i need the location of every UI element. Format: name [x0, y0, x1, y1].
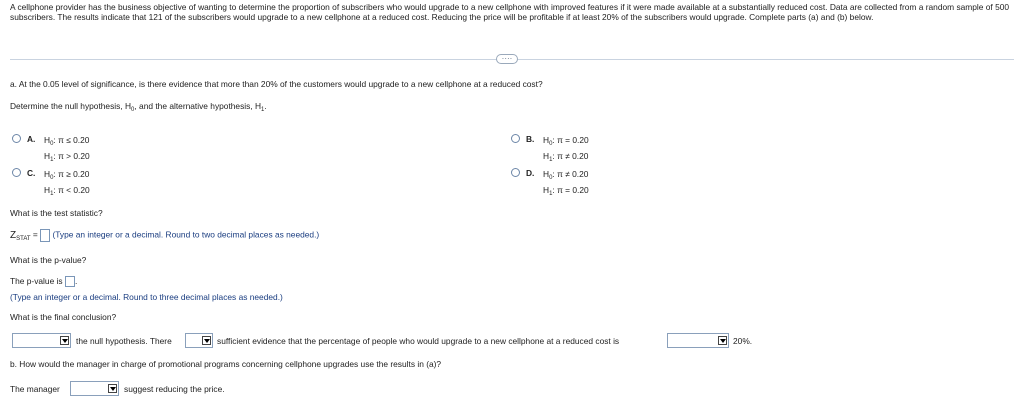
option-a[interactable]	[12, 133, 312, 163]
part-a-question: a. At the 0.05 level of significance, is there evidence that more than 20% of the customers would upgrade to a new cellphone at a reduced cost?	[10, 79, 543, 89]
conclusion-text-3: 20%.	[733, 336, 753, 346]
conclusion-question: What is the final conclusion?	[10, 312, 117, 322]
chevron-down-icon	[108, 384, 117, 393]
option-c-radio[interactable]	[12, 168, 21, 177]
comparison-dropdown[interactable]	[667, 333, 729, 348]
zstat-hint: (Type an integer or a decimal. Round to two decimal places as needed.)	[52, 229, 320, 240]
option-a-letter: A.	[27, 134, 36, 144]
zstat-input[interactable]	[40, 229, 50, 242]
option-a-radio[interactable]	[12, 134, 21, 143]
conclusion-text-2: sufficient evidence that the percentage of people who would upgrade to a new cellphone at a reduced cost is	[217, 336, 620, 346]
manager-dropdown[interactable]	[70, 381, 119, 396]
test-stat-question: What is the test statistic?	[10, 208, 103, 218]
option-d[interactable]	[511, 167, 811, 197]
part-b-question: b. How would the manager in charge of promotional programs concerning cellphone upgrades use the results in (a)?	[10, 359, 442, 369]
pvalue-question: What is the p-value?	[10, 255, 87, 265]
option-b[interactable]	[511, 133, 811, 163]
option-d-letter: D.	[526, 168, 535, 178]
option-b-radio[interactable]	[511, 134, 520, 143]
option-c[interactable]	[12, 167, 312, 197]
evidence-dropdown[interactable]	[185, 333, 213, 348]
conclusion-text-1: the null hypothesis. There	[76, 336, 172, 346]
option-b-h0: $H_0$: π = 0.20	[543, 135, 589, 147]
manager-text: suggest reducing the price.	[124, 384, 225, 394]
option-c-letter: C.	[27, 168, 36, 178]
pvalue-hint: (Type an integer or a decimal. Round to three decimal places as needed.)	[10, 292, 283, 302]
option-c-h0: $H_0$: π ≥ 0.20	[44, 169, 90, 181]
option-d-h0: $H_0$: π ≠ 0.20	[543, 169, 589, 181]
zstat-row: $Z_{STAT}$ = (Type an integer or a decimal. Round to two decimal places as needed.)	[10, 229, 320, 242]
option-c-h1: $H_1$: π < 0.20	[44, 185, 90, 197]
chevron-down-icon	[60, 336, 69, 345]
pvalue-input[interactable]	[65, 276, 75, 287]
more-button[interactable]: ····	[496, 54, 518, 64]
pvalue-row: The p-value is .	[10, 276, 78, 286]
manager-label: The manager	[10, 384, 60, 394]
option-a-h0: $H_0$: π ≤ 0.20	[44, 135, 90, 147]
hypothesis-prompt: Determine the null hypothesis, $H_0$, and the alternative hypothesis, $H_1$.	[10, 101, 267, 113]
chevron-down-icon	[202, 336, 211, 345]
problem-intro: A cellphone provider has the business objective of wanting to determine the proportion of subscribers who would upgrade to a new cellphone with improved features if it were made available at a substantially reduced cost. Data are collected from a random sample of 500 subscribers. The results indicate that 121 of the subscribers would upgrade to a new cellphone at a reduced cost. Reducing the price will be profitable if at least 20% of the subscribers would upgrade. Complete parts (a) and (b) below.	[10, 2, 1010, 23]
reject-decision-dropdown[interactable]	[12, 333, 71, 348]
zstat-label: $Z_{STAT}$	[10, 229, 31, 242]
option-b-letter: B.	[526, 134, 535, 144]
option-b-h1: $H_1$: π ≠ 0.20	[543, 151, 589, 163]
chevron-down-icon	[718, 336, 727, 345]
option-d-h1: $H_1$: π = 0.20	[543, 185, 589, 197]
option-d-radio[interactable]	[511, 168, 520, 177]
option-a-h1: $H_1$: π > 0.20	[44, 151, 90, 163]
